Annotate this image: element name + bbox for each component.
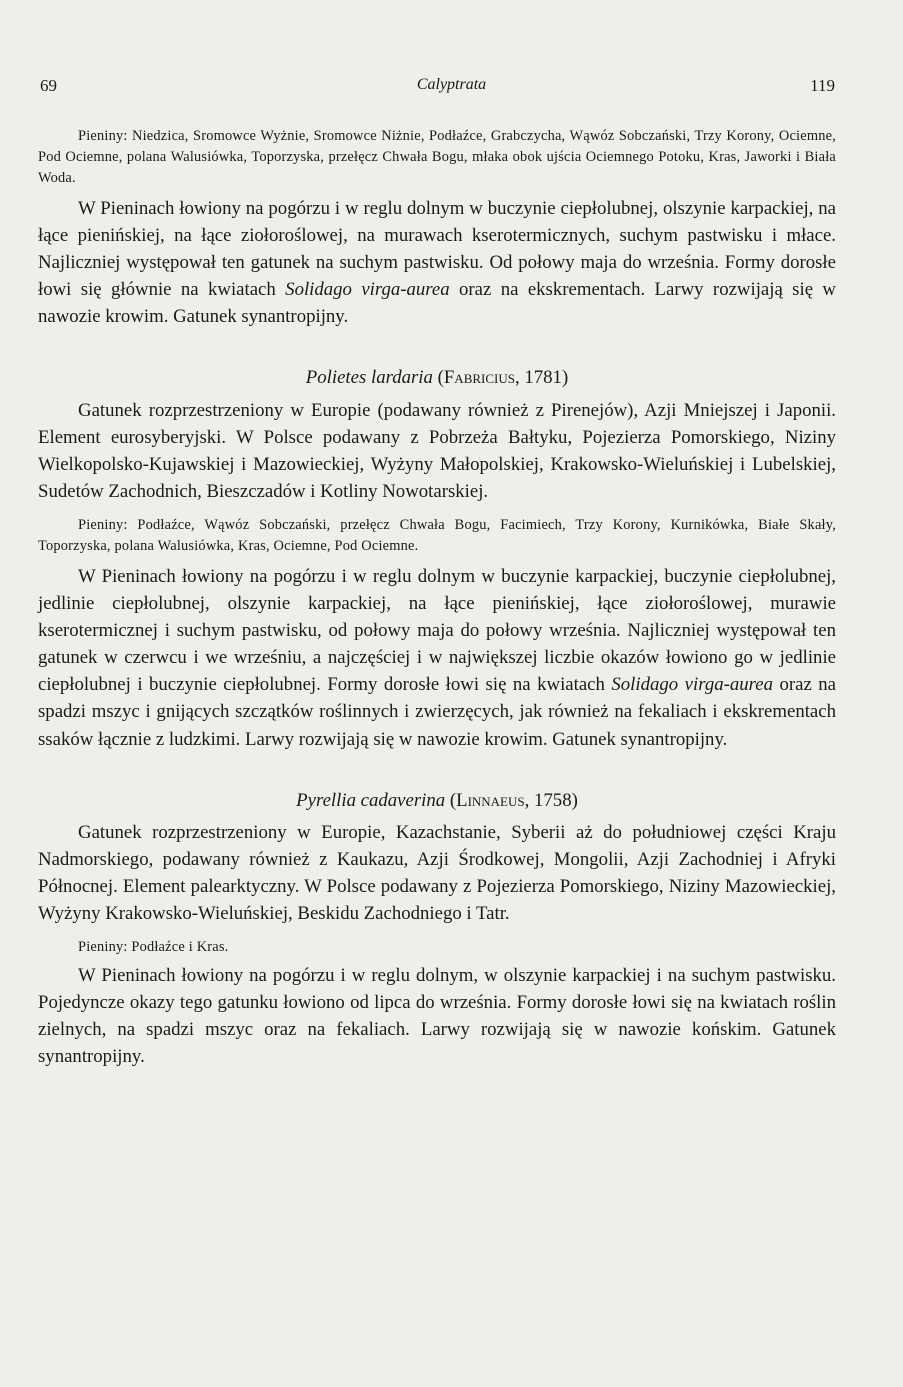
distribution-paragraph-2: Gatunek rozprzestrzeniony w Europie, Kazachstanie, Syberii aż do południowej części Kraju Nadmorskiego, podawany również z Kaukazu, Azji Środkowej, Mongolii, Azji Zachodniej i Afryki Północnej. Element palearktyczny. W Polsce podawany z Pojezierza Pomorskiego, Niziny Mazowieckiej, Wyżyny Krakowsko-Wieluńskiej, Beskidu Zachodniego i Tatr. xyxy=(38,821,836,924)
species-heading-pyrellia: Pyrellia cadaverina (Linnaeus, 1758) xyxy=(296,789,578,811)
page-number-right: 119 xyxy=(810,76,835,95)
species-author-2: Linnaeus xyxy=(456,789,525,811)
running-title: Calyptrata xyxy=(416,76,487,93)
ecology-text-1b: oraz na ekskrementach. Larwy rozwijają się w nawozie krowim. Gatunek synantropijny. xyxy=(38,279,836,328)
ecology-paragraph-1 xyxy=(38,195,836,330)
ecology-text-1a: W Pieninach łowiony na pogórzu i w reglu dolnym w buczynie ciepłolubnej, olszynie karpackiej, na łące pienińskiej, na łące ziołoroślowej, na murawach kserotermicznych, suchym pastwisku i młace. Najliczniej występował ten gatunek na suchym pastwisku. Od połowy maja do września. Formy dorosłe łowi się głównie na kwiatach xyxy=(38,198,836,301)
species-year-2: , 1758) xyxy=(524,789,578,811)
ecology-text-2a: W Pieninach łowiony na pogórzu i w reglu dolnym w buczynie karpackiej, buczynie ciepłolubnej, jedlinie ciepłolubnej, olszynie karpackiej, na łące pienińskiej, łące ziołoroślowej, murawie kserotermicznej i suchym pastwisku, od połowy maja do połowy września. Najliczniej występował ten gatunek w czerwcu i we wrześniu, a najczęściej i w największej liczbie okazów łowiono go w jedlinie ciepłolubnej i buczynie ciepłolubnej. Formy dorosłe łowi się na kwiatach xyxy=(38,565,836,696)
species-name-1: Polietes lardaria xyxy=(305,367,433,389)
species-heading-polietes: Polietes lardaria (Fabricius, 1781) xyxy=(305,367,569,389)
distribution-paragraph-1: Gatunek rozprzestrzeniony w Europie (podawany również z Pirenejów), Azji Mniejszej i Japonii. Element eurosyberyjski. W Polsce podawany z Pobrzeża Bałtyku, Pojezierza Pomorskiego, Niziny Wielkopolsko-Kujawskiej i Mazowieckiej, Wyżyny Małopolskiej, Krakowsko-Wieluńskiej i Lubelskiej, Sudetów Zachodnich, Bieszczadów i Kotliny Nowotarskiej. xyxy=(38,399,836,502)
species-author-1: Fabricius xyxy=(443,367,515,389)
localities-paragraph-1: Pieniny: Niedzica, Sromowce Wyżnie, Sromowce Niżnie, Podłaźce, Grabczycha, Wąwóz Sobczański, Trzy Korony, Ociemne, Pod Ociemne, polana Walusiówka, Toporzyska, przełęcz Chwała Bogu, młaka obok ujścia Ociemnego Potoku, Kras, Jaworki i Biała Woda. xyxy=(38,128,836,186)
species-name-2: Pyrellia cadaverina xyxy=(296,789,446,811)
localities-paragraph-3: Pieniny: Podłaźce i Kras. xyxy=(78,939,229,956)
ecology-text-2b: oraz na spadzi mszyc i gnijących szczątków roślinnych i zwierzęcych, jak również na fekaliach i ekskrementach ssaków łącznie z ludzkimi. Larwy rozwijają się w nawozie krowim. Gatunek synantropijny. xyxy=(38,674,837,750)
localities-paragraph-2: Pieniny: Podłaźce, Wąwóz Sobczański, przełęcz Chwała Bogu, Facimiech, Trzy Korony, Kurnikówka, Białe Skały, Toporzyska, polana Walusiówka, Kras, Ociemne, Pod Ociemne. xyxy=(38,516,836,554)
plant-name-2: Solidago virga-aurea xyxy=(611,674,773,696)
page-body xyxy=(38,126,836,1070)
plant-name-1: Solidago virga-aurea xyxy=(285,279,450,301)
species-year-1: , 1781) xyxy=(514,367,569,389)
page-number-left: 69 xyxy=(40,76,57,95)
ecology-paragraph-3: W Pieninach łowiony na pogórzu i w reglu dolnym, w olszynie karpackiej i na suchym pastwisku. Pojedyncze okazy tego gatunku łowiono od lipca do września. Formy dorosłe łowi się na kwiatach roślin zielnych, na spadzi mszyc oraz na fekaliach. Larwy rozwijają się w nawozie końskim. Gatunek synantropijny. xyxy=(38,965,836,1068)
ecology-paragraph-2 xyxy=(38,563,836,753)
